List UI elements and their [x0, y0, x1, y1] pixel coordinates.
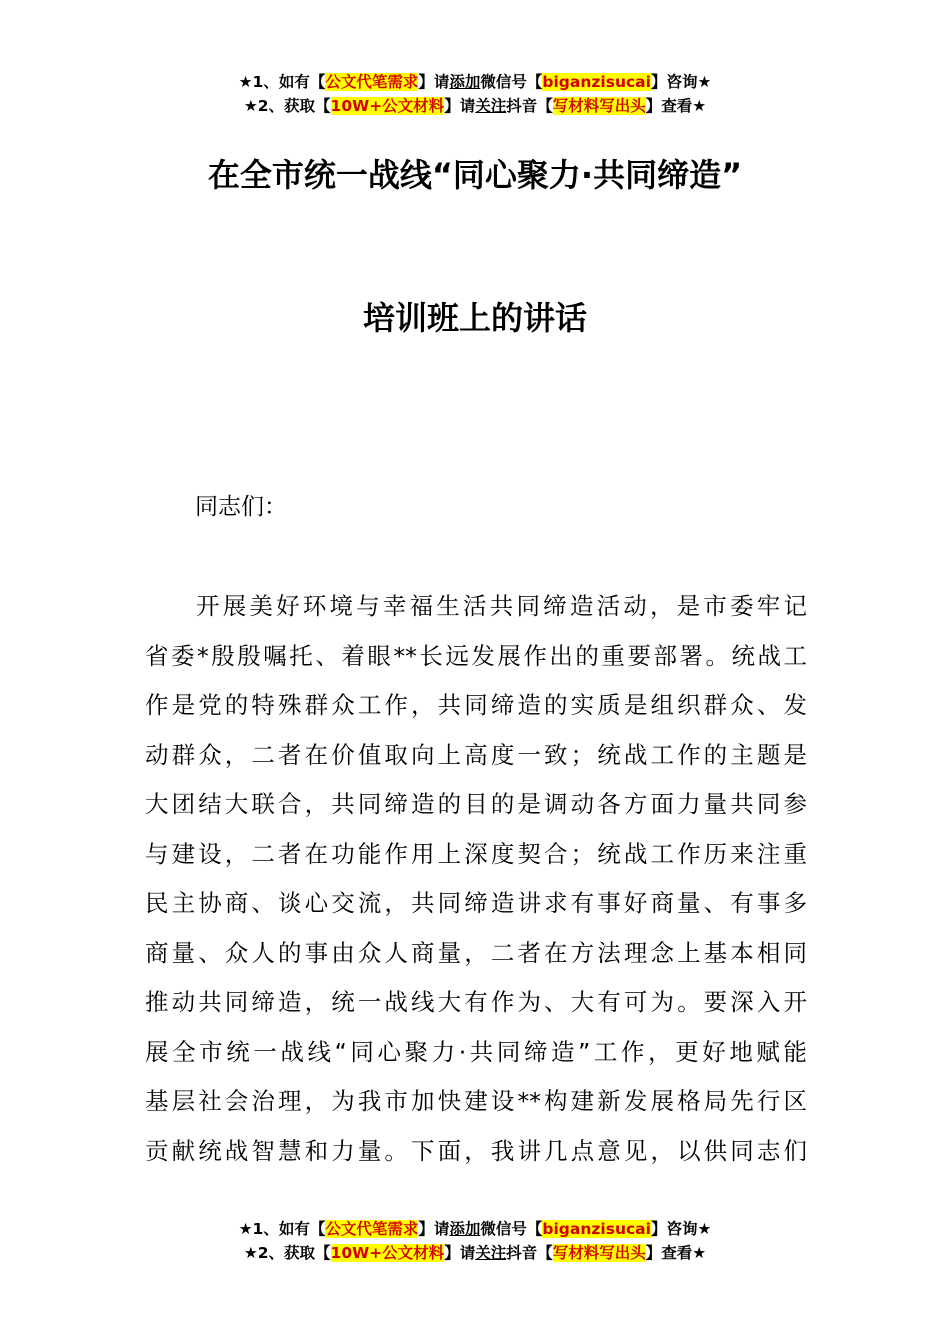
banner-text: 抖音【 — [506, 1244, 553, 1262]
banner-highlight: biganzisucai — [542, 1220, 651, 1238]
banner-text: 微信号【 — [480, 73, 543, 91]
body-line: 与建设，二者在功能作用上深度契合；统战工作历来注重 — [145, 839, 807, 868]
banner-text: ★1、如有【 — [238, 1220, 326, 1238]
body-line: 开展美好环境与幸福生活共同缔造活动，是市委牢记 — [196, 592, 807, 620]
body-line: 作是党的特殊群众工作，共同缔造的实质是组织群众、发 — [145, 691, 807, 719]
body-line: 动群众，二者在价值取向上高度一致；统战工作的主题是 — [145, 740, 807, 769]
body-line: 推动共同缔造，统一战线大有作为、大有可为。要深入开 — [145, 988, 807, 1016]
banner-highlight: 写材料写出头 — [552, 97, 646, 115]
body-line: 基层社会治理，为我市加快建设**构建新发展格局先行区 — [145, 1087, 807, 1115]
banner-text: 】请 — [444, 1244, 476, 1262]
footer-banner — [0, 1217, 950, 1265]
banner-text: 】请 — [418, 1220, 450, 1238]
banner-line-2 — [0, 94, 950, 118]
banner-text: ★2、获取【 — [243, 97, 331, 115]
document-body — [145, 582, 807, 1182]
body-line: 省委*殷殷嘱托、着眼**长远发展作出的重要部署。统战工 — [145, 641, 807, 670]
body-line: 展全市统一战线“同心聚力·共同缔造”工作，更好地赋能 — [145, 1037, 807, 1066]
banner-text: 】查看★ — [645, 1244, 707, 1262]
document-title-line-1: 在全市统一战线“同心聚力·共同缔造” — [207, 156, 743, 194]
header-banner — [0, 70, 950, 118]
banner-line-2 — [0, 1241, 950, 1265]
banner-text: 微信号【 — [480, 1220, 543, 1238]
banner-text: 】请 — [444, 97, 476, 115]
banner-text: 】咨询★ — [650, 73, 712, 91]
body-line: 大团结大联合，共同缔造的目的是调动各方面力量共同参 — [145, 790, 807, 818]
banner-underlined: 添加 — [449, 1220, 481, 1238]
body-line: 贡献统战智慧和力量。下面，我讲几点意见，以供同志们 — [145, 1136, 807, 1165]
body-line: 民主协商、谈心交流，共同缔造讲求有事好商量、有事多 — [145, 889, 807, 917]
banner-text: ★2、获取【 — [243, 1244, 331, 1262]
banner-highlight: 10W+公文材料 — [330, 1244, 445, 1262]
banner-highlight: 10W+公文材料 — [330, 97, 445, 115]
document-title-line-2: 培训班上的讲话 — [362, 299, 587, 337]
banner-line-1 — [0, 1217, 950, 1241]
banner-text: 】查看★ — [645, 97, 707, 115]
banner-line-1 — [0, 70, 950, 94]
banner-highlight: biganzisucai — [542, 73, 651, 91]
banner-highlight: 公文代笔需求 — [325, 1220, 419, 1238]
greeting: 同志们： — [195, 494, 287, 520]
banner-text: ★1、如有【 — [238, 73, 326, 91]
banner-underlined: 关注 — [475, 97, 507, 115]
banner-highlight: 写材料写出头 — [552, 1244, 646, 1262]
banner-text: 】咨询★ — [650, 1220, 712, 1238]
banner-underlined: 关注 — [475, 1244, 507, 1262]
banner-highlight: 公文代笔需求 — [325, 73, 419, 91]
body-line: 商量、众人的事由众人商量，二者在方法理念上基本相同 — [145, 938, 807, 967]
banner-underlined: 添加 — [449, 73, 481, 91]
banner-text: 】请 — [418, 73, 450, 91]
banner-text: 抖音【 — [506, 97, 553, 115]
